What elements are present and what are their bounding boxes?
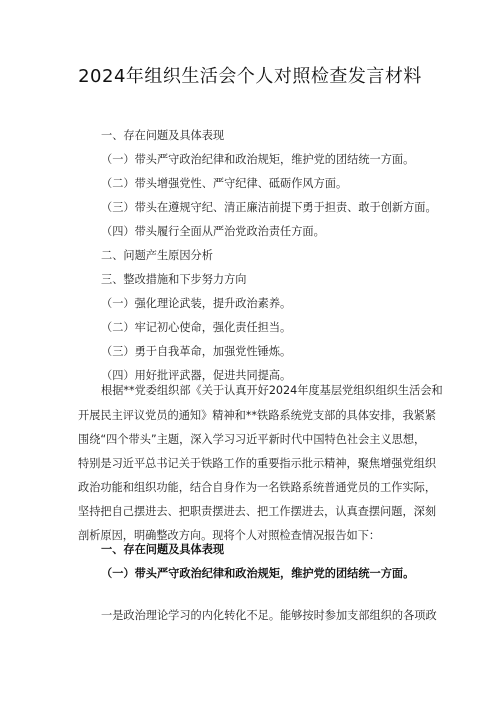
paragraph-line: 根据**党委组织部《关于认真开好2024年度基层党组织组织生活会和 (101, 384, 443, 397)
outline-item: （一）强化理论武装，提升政治素养。 (101, 297, 292, 310)
paragraph-line: 围绕“四个带头”主题，深入学习习近平新时代中国特色社会主义思想， (78, 433, 426, 446)
outline-item: （三）勇于自我革命，加强党性锤炼。 (101, 345, 292, 358)
outline-item: （三）带头在遵规守纪、清正廉洁前提下勇于担责、敢于创新方面。 (101, 201, 437, 214)
outline-item: （二）带头增强党性、严守纪律、砥砺作风方面。 (101, 177, 348, 190)
paragraph-line: 开展民主评议党员的通知》精神和**铁路系统党支部的具体安排，我紧紧 (78, 409, 437, 422)
outline-item: （二）牢记初心使命，强化责任担当。 (101, 321, 292, 334)
outline-item: 二、问题产生原因分析 (101, 249, 213, 262)
paragraph-line: 特别是习近平总书记关于铁路工作的重要指示批示精神，聚焦增强党组织 (78, 457, 437, 470)
outline-item: 三、整改措施和下步努力方向 (101, 273, 247, 286)
document-title: 2024年组织生活会个人对照检查发言材料 (78, 66, 422, 87)
body-paragraph-line: 一是政治理论学习的内化转化不足。能够按时参加支部组织的各项政 (101, 609, 437, 622)
section-heading: 一、存在问题及具体表现 (101, 543, 225, 556)
outline-item: （一）带头严守政治纪律和政治规矩，维护党的团结统一方面。 (101, 153, 415, 166)
outline-item: （四）带头履行全面从严治党政治责任方面。 (101, 225, 325, 238)
outline-item: 一、存在问题及具体表现 (101, 129, 225, 142)
subsection-heading: （一）带头严守政治纪律和政治规矩，维护党的团结统一方面。 (101, 567, 415, 580)
paragraph-line: 政治功能和组织功能，结合自身作为一名铁路系统普通党员的工作实际， (78, 481, 437, 494)
intro-paragraph (0, 382, 500, 542)
paragraph-line: 坚持把自己摆进去、把职责摆进去、把工作摆进去，认真查摆问题，深刻 (78, 505, 437, 518)
paragraph-line: 剖析原因，明确整改方向。现将个人对照检查情况报告如下： (78, 529, 381, 542)
outline-item: （四）用好批评武器，促进共同提高。 (101, 369, 292, 382)
